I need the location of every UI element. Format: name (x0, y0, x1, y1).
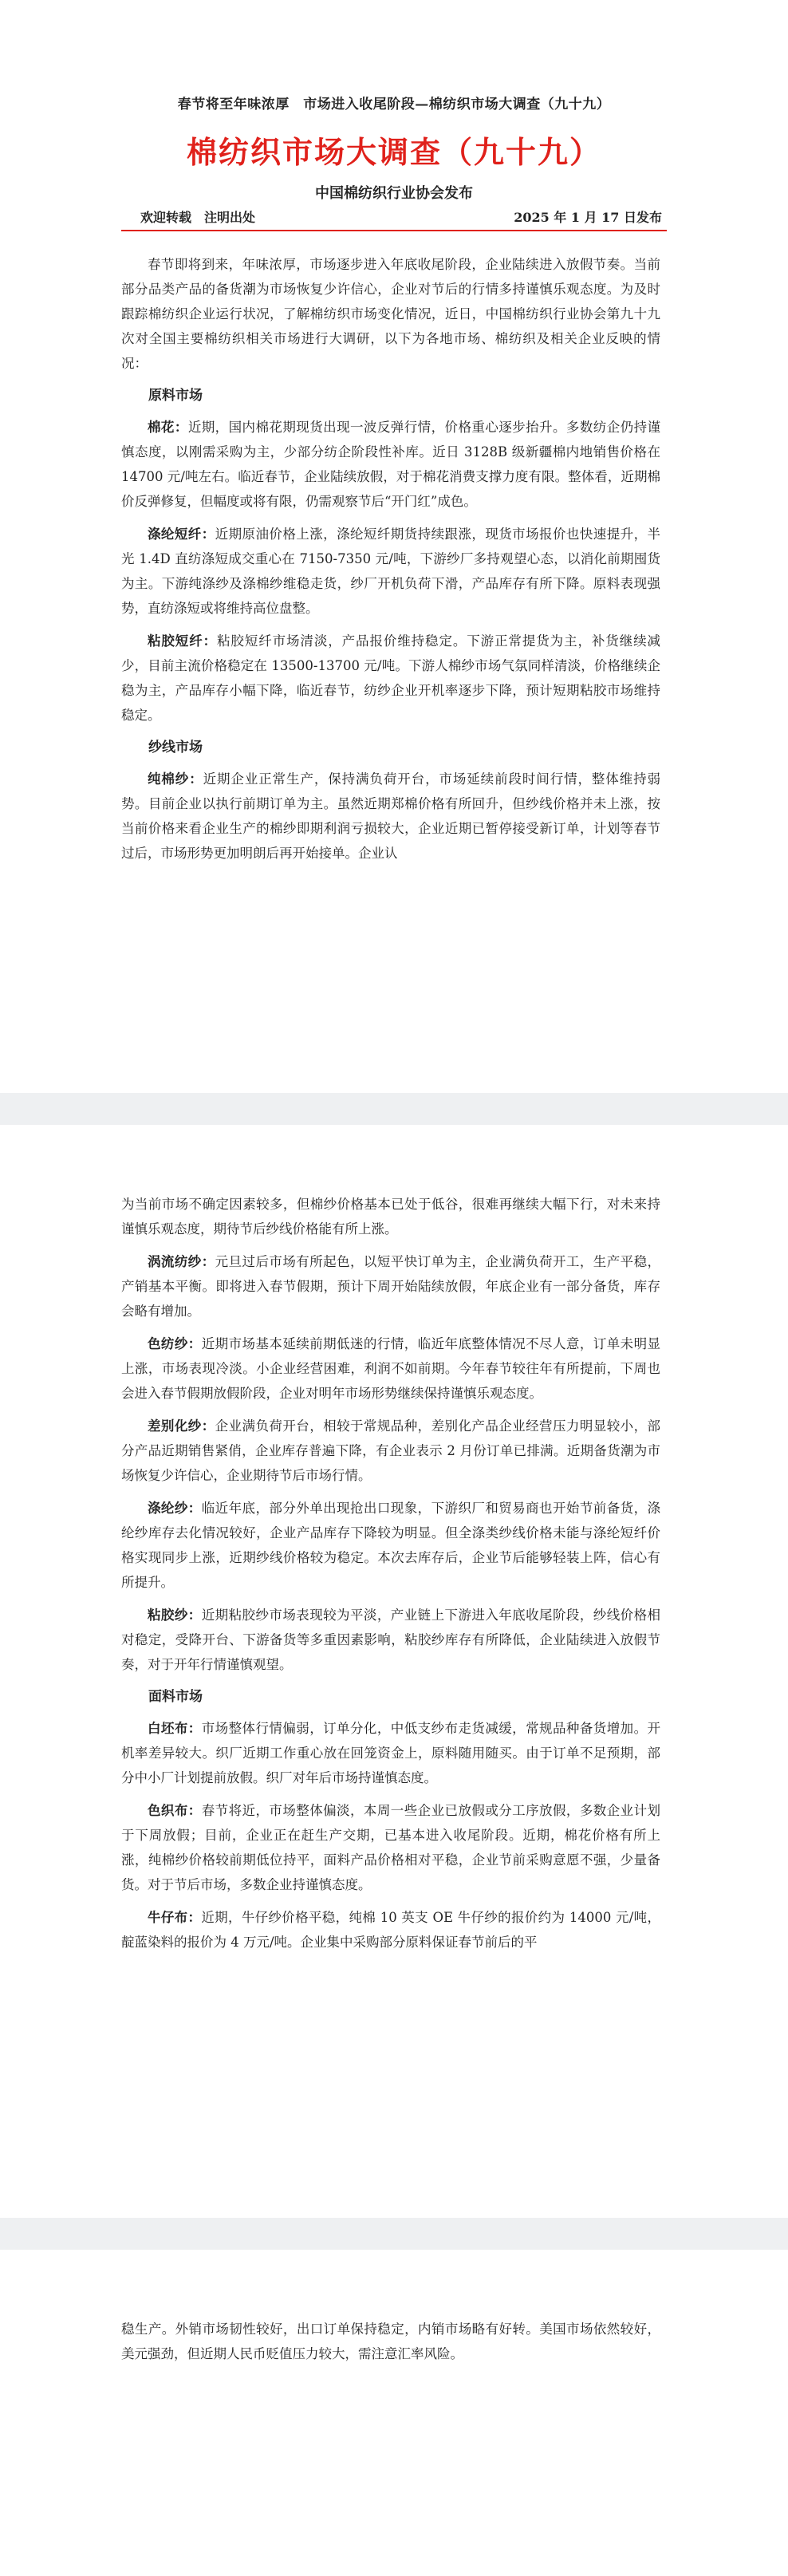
denim-label: 牛仔布： (148, 1910, 202, 1925)
color-yarn-paragraph (121, 1331, 660, 1406)
reprint-note: 欢迎转载 注明出处 (140, 210, 256, 225)
vortex-label: 涡流纺纱： (148, 1254, 215, 1269)
grey-fabric-paragraph (121, 1716, 660, 1790)
polyester-text: 近期原油价格上涨，涤纶短纤期货持续跟涨，现货市场报价也快速提升，半光 1.4D 直纺涤短成交重心在 7150-7350 元/吨，下游纱厂多持观望心态，以消化前期囤货为主。下游纯涤纱及涤棉纱维稳走货，纱厂开机负荷下滑，产品库存有所下降。原料表现强势，直纺涤短或将维持高位盘整。 (121, 527, 661, 616)
page-2-content (121, 1192, 660, 1955)
diff-yarn-label: 差别化纱： (148, 1418, 215, 1434)
page-3-content (121, 2317, 660, 2366)
page-1-content (121, 252, 660, 866)
denim-paragraph (121, 1905, 660, 1955)
polyester-label: 涤纶短纤： (148, 527, 215, 542)
viscose-text: 粘胶短纤市场清淡，产品报价维持稳定。下游正常提货为主，补货继续减少，目前主流价格稳定在 13500-13700 元/吨。下游人棉纱市场气氛同样清淡，价格继续企稳为主，产品库存小幅下降，临近春节，纺纱企业开机率逐步下降，预计短期粘胶市场维持稳定。 (121, 633, 661, 723)
denim-text-part1: 近期，牛仔纱价格平稳，纯棉 10 英支 OE 牛仔纱的报价约为 14000 元/吨，靛蓝染料的报价为 4 万元/吨。企业集中采购部分原料保证春节前后的平 (121, 1910, 660, 1950)
vortex-text: 元旦过后市场有所起色，以短平快订单为主，企业满负荷开工，生产平稳，产销基本平衡。即将进入春节假期，预计下周开始陆续放假，年底企业有一部分备货，库存会略有增加。 (121, 1254, 661, 1319)
report-subtitle: 春节将至年味浓厚 市场进入收尾阶段—棉纺织市场大调查（九十九） (177, 97, 611, 112)
page-3 (0, 2250, 788, 2576)
cotton-text: 近期，国内棉花期现货出现一波反弹行情，价格重心逐步抬升。多数纺企仍持谨慎态度，以刚需采购为主，少部分纺企阶段性补库。近日 3128B 级新疆棉内地销售价格在 14700 元/吨左右。临近春节，企业陆续放假，对于棉花消费支撑力度有限。整体看，近期棉价反弹修复，但幅度或将有限，仍需观察节后“开门红”成色。 (121, 420, 661, 509)
viscose-paragraph (121, 629, 660, 728)
dyed-fabric-text: 春节将近，市场整体偏淡，本周一些企业已放假或分工序放假，多数企业计划于下周放假；目前，企业正在赶生产交期，已基本进入收尾阶段。近期，棉花价格有所上涨，纯棉纱价格较前期低位持平，面料产品价格相对平稳，企业节前采购意愿不强，少量备货。对于节后市场，多数企业持谨慎态度。 (121, 1803, 661, 1892)
viscose-yarn-paragraph (121, 1603, 660, 1677)
dyed-fabric-paragraph (121, 1798, 660, 1897)
section-heading-yarn: 纱线市场 (148, 740, 203, 755)
cotton-yarn-paragraph (121, 767, 660, 866)
viscose-yarn-label: 粘胶纱： (148, 1608, 202, 1623)
grey-fabric-text: 市场整体行情偏弱，订单分化，中低支纱布走货减缓，常规品种备货增加。开机率差异较大。织厂近期工作重心放在回笼资金上，原料随用随买。由于订单不足预期，部分中小厂计划提前放假。织厂对年后市场持谨慎态度。 (121, 1721, 661, 1785)
page-1 (0, 0, 788, 1093)
cotton-yarn-text-part2: 为当前市场不确定因素较多，但棉纱价格基本已处于低谷，很难再继续大幅下行，对未来持谨慎乐观态度，期待节后纱线价格能有所上涨。 (121, 1197, 660, 1237)
diff-yarn-text: 企业满负荷开台，相较于常规品种，差别化产品企业经营压力明显较小，部分产品近期销售紧俏，企业库存普遍下降，有企业表示 2 月份订单已排满。近期备货潮为市场恢复少许信心，企业期待节后市场行情。 (121, 1418, 661, 1483)
cotton-yarn-text-part1: 近期企业正常生产，保持满负荷开台，市场延续前段时间行情，整体维持弱势。目前企业以执行前期订单为主。虽然近期郑棉价格有所回升，但纱线价格并未上涨，按当前价格来看企业生产的棉纱即期利润亏损较大，企业近期已暂停接受新订单，计划等春节过后，市场形势更加明朗后再开始接单。企业认 (121, 771, 661, 861)
page-2 (0, 1125, 788, 2218)
poly-yarn-text: 临近年底，部分外单出现抢出口现象，下游织厂和贸易商也开始节前备货，涤纶纱库存去化情况较好，企业产品库存下降较为明显。但全涤类纱线价格未能与涤纶短纤价格实现同步上涨，近期纱线价格较为稳定。本次去库存后，企业节后能够轻装上阵，信心有所提升。 (121, 1501, 661, 1590)
denim-text-part2: 稳生产。外销市场韧性较好，出口订单保持稳定，内销市场略有好转。美国市场依然较好，美元强劲，但近期人民币贬值压力较大，需注意汇率风险。 (121, 2322, 660, 2361)
header-divider (121, 230, 667, 231)
intro-paragraph: 春节即将到来，年味浓厚，市场逐步进入年底收尾阶段，企业陆续进入放假节奏。当前部分品类产品的备货潮为市场恢复少许信心，企业对节后的行情多持谨慎乐观态度。为及时跟踪棉纺织企业运行状况，了解棉纺织市场变化情况，近日，中国棉纺织行业协会第九十九次对全国主要棉纺织相关市场进行大调研，以下为各地市场、棉纺织及相关企业反映的情况： (121, 257, 660, 371)
poly-yarn-label: 涤纶纱： (148, 1501, 202, 1516)
page-gap (0, 1093, 788, 1125)
dyed-fabric-label: 色织布： (148, 1803, 202, 1818)
grey-fabric-label: 白坯布： (148, 1721, 202, 1736)
cotton-label: 棉花： (148, 420, 188, 435)
section-heading-fabric: 面料市场 (148, 1689, 203, 1705)
viscose-yarn-text: 近期粘胶纱市场表现较为平淡，产业链上下游进入年底收尾阶段，纱线价格相对稳定，受降开台、下游备货等多重因素影响，粘胶纱库存有所降低，企业陆续进入放假节奏，对于开年行情谨慎观望。 (121, 1608, 661, 1672)
cotton-paragraph (121, 415, 660, 514)
viscose-label: 粘胶短纤： (148, 633, 218, 649)
color-yarn-text: 近期市场基本延续前期低迷的行情，临近年底整体情况不尽人意，订单未明显上涨，市场表现冷淡。小企业经营困难，利润不如前期。今年春节较往年有所提前，下周也会进入春节假期放假阶段，企业对明年市场形势继续保持谨慎乐观态度。 (121, 1336, 661, 1401)
publisher: 中国棉纺织行业协会发布 (315, 185, 473, 202)
polyester-paragraph (121, 522, 660, 621)
color-yarn-label: 色纺纱： (148, 1336, 202, 1351)
diff-yarn-paragraph (121, 1414, 660, 1488)
vortex-paragraph (121, 1249, 660, 1324)
cotton-yarn-label: 纯棉纱： (148, 771, 203, 787)
page-gap (0, 2218, 788, 2250)
poly-yarn-paragraph (121, 1496, 660, 1595)
report-title: 棉纺织市场大调查（九十九） (186, 134, 601, 170)
publish-date: 2025 年 1 月 17 日发布 (514, 210, 662, 225)
section-heading-raw: 原料市场 (148, 388, 203, 404)
